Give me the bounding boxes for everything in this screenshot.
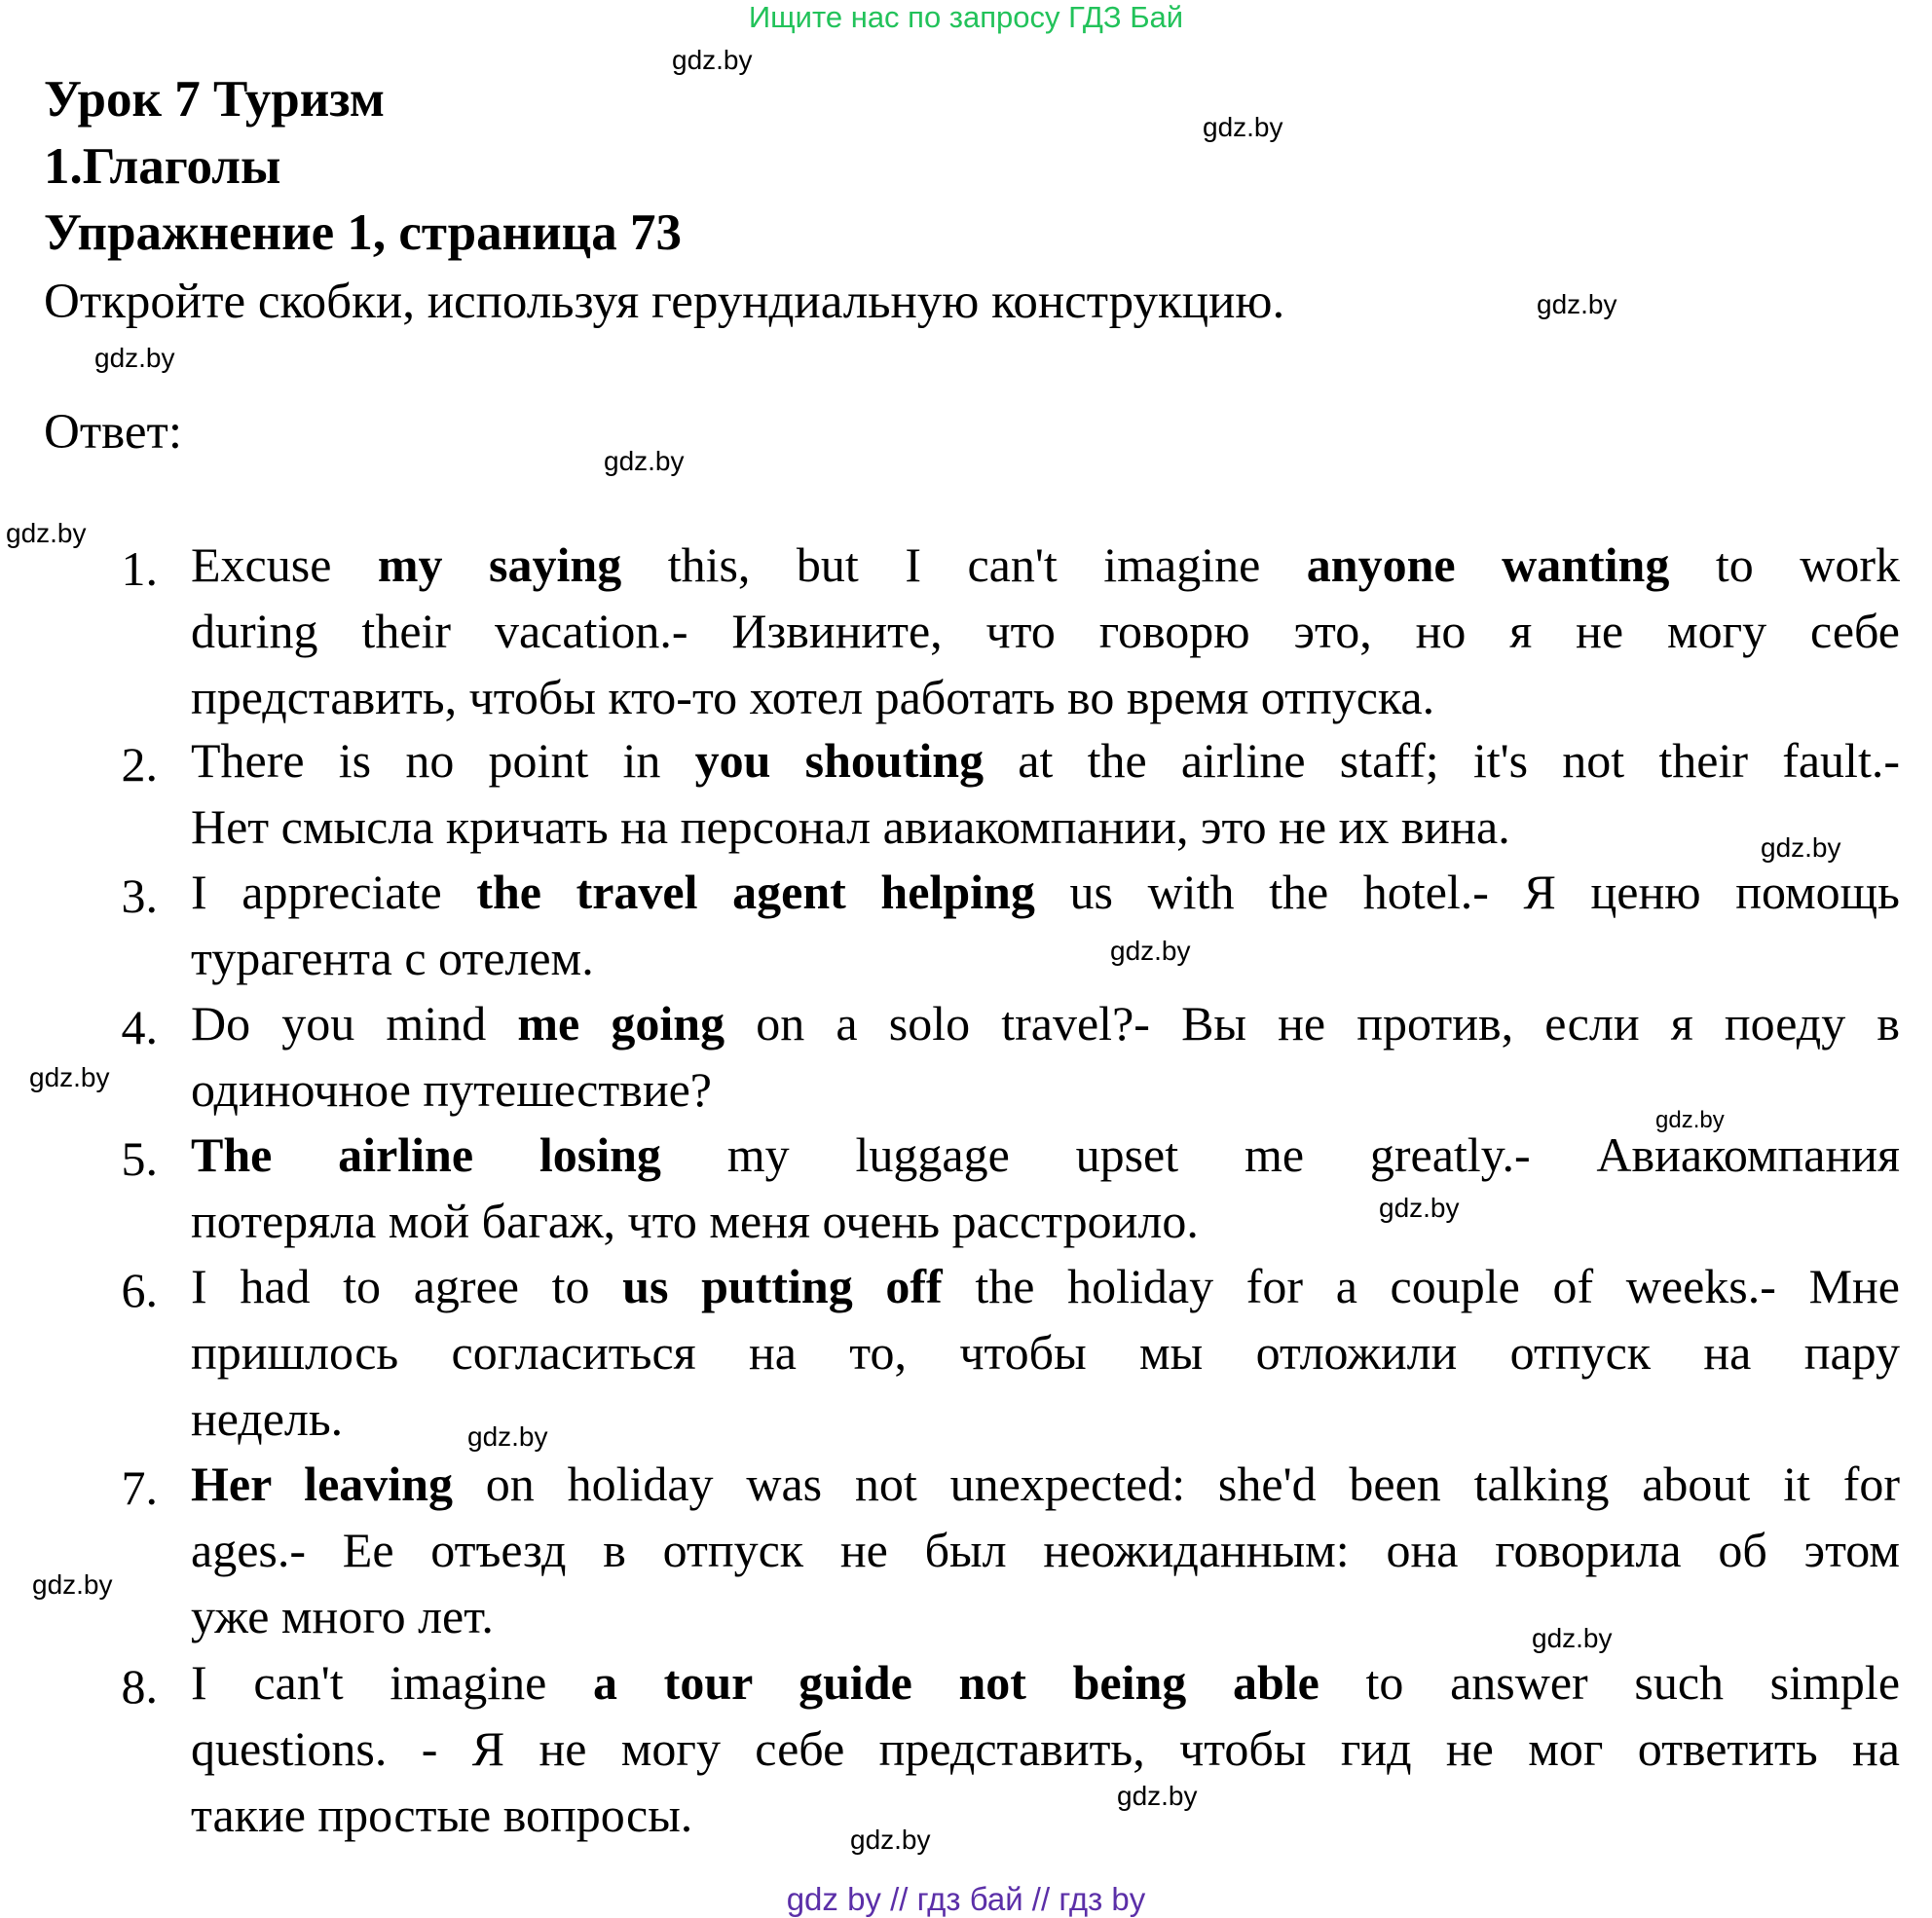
item-line: турагента с отелем.: [191, 931, 594, 985]
watermark: gdz.by: [604, 446, 685, 476]
item-line: недель.: [191, 1391, 344, 1446]
item-line: Excuse my saying this, but I can't imagine anyone wanting to work: [191, 537, 1901, 592]
footer-links: gdz by // гдз бай // гдз by: [786, 1881, 1146, 1917]
watermark: gdz.by: [1110, 936, 1191, 966]
watermark: gdz.by: [29, 1062, 110, 1092]
watermark: gdz.by: [467, 1421, 548, 1452]
gerund-phrase: me going: [517, 996, 725, 1051]
item-line: I appreciate the travel agent helping us with the hotel.- Я ценю помощь: [191, 865, 1900, 919]
watermark: gdz.by: [1761, 832, 1841, 863]
lesson-title: Урок 7 Туризм: [44, 71, 385, 128]
gerund-phrase: you shouting: [694, 733, 985, 788]
watermark: gdz.by: [672, 45, 753, 75]
item-line: представить, чтобы кто-то хотел работать во время отпуска.: [191, 670, 1435, 724]
item-line: Her leaving on holiday was not unexpected: she'd been talking about it for: [191, 1457, 1901, 1511]
watermark: gdz.by: [1655, 1107, 1725, 1133]
section-title: 1.Глаголы: [44, 138, 281, 195]
item-line: такие простые вопросы.: [191, 1788, 693, 1842]
watermark: gdz.by: [1532, 1623, 1613, 1653]
task-text: Откройте скобки, используя герундиальную конструкцию.: [44, 275, 1285, 329]
item-number: 1.: [121, 541, 158, 596]
item-line: одиночное путешествие?: [191, 1062, 712, 1117]
item-number: 5.: [121, 1131, 158, 1186]
watermark: gdz.by: [1379, 1193, 1460, 1223]
watermark: gdz.by: [850, 1825, 931, 1855]
item-line: questions. - Я не могу себе представить, чтобы гид не мог ответить на: [191, 1721, 1900, 1776]
gerund-phrase: the travel agent helping: [476, 865, 1035, 919]
gerund-phrase: us putting off: [622, 1259, 943, 1313]
item-line: There is no point in you shouting at the airline staff; it's not their fault.-: [191, 733, 1900, 788]
item-number: 7.: [121, 1460, 158, 1515]
gerund-phrase: my saying: [377, 537, 622, 592]
item-line: I can't imagine a tour guide not being able to answer such simple: [191, 1655, 1901, 1710]
gerund-phrase: a tour guide not being able: [593, 1655, 1319, 1710]
item-number: 4.: [121, 1000, 158, 1054]
item-number: 2.: [121, 737, 158, 792]
watermark: gdz.by: [32, 1569, 113, 1600]
watermark: gdz.by: [1537, 289, 1617, 319]
search-banner: Ищите нас по запросу ГДЗ Бай: [748, 0, 1184, 34]
item-line: I had to agree to us putting off the holiday for a couple of weeks.- Мне: [191, 1259, 1900, 1313]
item-line: потеряла мой багаж, что меня очень расстроило.: [191, 1194, 1199, 1248]
answer-label: Ответ:: [44, 405, 182, 460]
item-line: Нет смысла кричать на персонал авиакомпании, это не их вина.: [191, 799, 1510, 854]
item-line: ages.- Ее отъезд в отпуск не был неожиданным: она говорила об этом: [191, 1523, 1900, 1577]
watermark: gdz.by: [1117, 1781, 1198, 1811]
item-line: уже много лет.: [191, 1589, 494, 1643]
item-line: during their vacation.- Извините, что говорю это, но я не могу себе: [191, 604, 1900, 658]
gerund-phrase: The airline losing: [191, 1127, 661, 1182]
item-number: 6.: [121, 1263, 158, 1317]
watermark: gdz.by: [6, 518, 87, 548]
gerund-phrase: Her leaving: [191, 1457, 453, 1511]
item-number: 8.: [121, 1659, 158, 1714]
item-line: пришлось согласиться на то, чтобы мы отложили отпуск на пару: [191, 1325, 1900, 1380]
item-line: Do you mind me going on a solo travel?- Вы не против, если я поеду в: [191, 996, 1900, 1051]
item-line: The airline losing my luggage upset me greatly.- Авиакомпания: [191, 1127, 1901, 1182]
item-number: 3.: [121, 868, 158, 923]
watermark: gdz.by: [1203, 112, 1283, 142]
exercise-title: Упражнение 1, страница 73: [44, 204, 682, 261]
watermark: gdz.by: [94, 343, 175, 373]
gerund-phrase: anyone wanting: [1306, 537, 1670, 592]
